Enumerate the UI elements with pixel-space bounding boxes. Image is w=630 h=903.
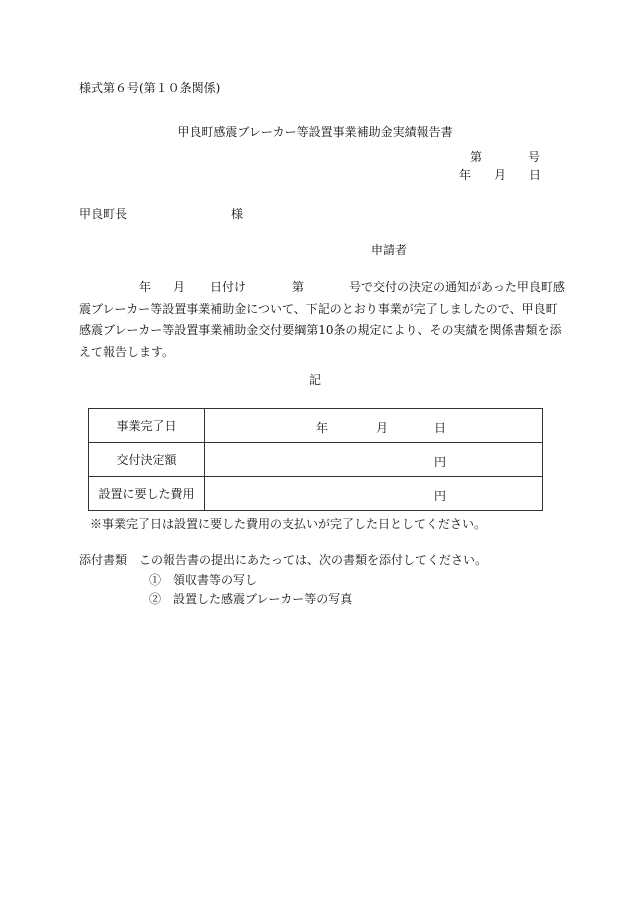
report-table (88, 408, 543, 511)
body-year: 年 (139, 280, 152, 294)
grant-amount-field[interactable] (205, 443, 543, 477)
body-line-1-rest: 号で交付の決定の通知があった甲良町感 (349, 280, 565, 294)
ki-heading: 記 (308, 373, 321, 387)
document-title: 甲良町感震ブレーカー等設置事業補助金実績報告書 (177, 125, 453, 139)
completion-year: 年 (316, 421, 329, 435)
table-note: ※事業完了日は設置に要した費用の支払いが完了した日としてください。 (90, 517, 487, 531)
addressee-honorific: 様 (231, 207, 244, 221)
body-line-2: 震ブレーカー等設置事業補助金について、下記のとおり事業が完了しましたので、甲良町 (79, 301, 558, 316)
grant-amount-unit: 円 (434, 455, 447, 469)
applicant-label: 申請者 (371, 243, 408, 257)
doc-number-prefix: 第 (470, 150, 483, 164)
completion-date-label: 事業完了日 (89, 409, 205, 443)
completion-date-field[interactable] (205, 409, 543, 443)
attachments-heading: 添付書類 この報告書の提出にあたっては、次の書類を添付してください。 (79, 553, 488, 567)
table-row (89, 409, 543, 443)
completion-day: 日 (434, 421, 447, 435)
doc-date-year: 年 (459, 168, 472, 182)
body-line-3: 感震ブレーカー等設置事業補助金交付要綱第10条の規定により、その実績を関係書類を添 (79, 323, 562, 337)
attachment-item: ① 領収書等の写し (149, 573, 258, 587)
completion-month: 月 (376, 421, 389, 435)
body-day: 日付け (210, 280, 247, 294)
installation-cost-label: 設置に要した費用 (89, 477, 205, 511)
body-no-prefix: 第 (292, 280, 305, 294)
table-row (89, 477, 543, 511)
installation-cost-field[interactable] (205, 477, 543, 511)
body-line-1 (79, 277, 565, 299)
attachment-item: ② 設置した感震ブレーカー等の写真 (149, 592, 353, 606)
grant-amount-label: 交付決定額 (89, 443, 205, 477)
addressee-name: 甲良町長 (79, 207, 128, 221)
doc-date-month: 月 (494, 168, 507, 182)
doc-number-suffix: 号 (528, 150, 541, 164)
body-paragraph (79, 277, 565, 363)
doc-date-day: 日 (529, 168, 542, 182)
body-line-4: えて報告します。 (79, 344, 175, 359)
form-number: 様式第６号(第１０条関係) (79, 81, 221, 95)
table-row (89, 443, 543, 477)
body-month: 月 (173, 280, 186, 294)
installation-cost-unit: 円 (434, 489, 447, 503)
